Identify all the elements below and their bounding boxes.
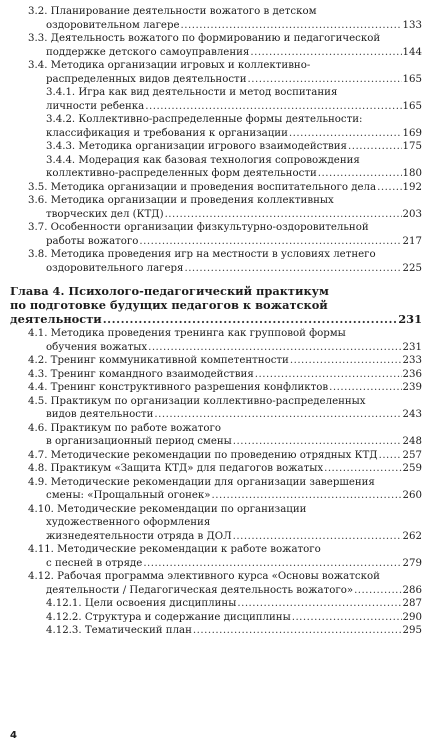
leader-dots <box>212 489 402 503</box>
toc-entry-title-line: 4.5. Практикум по организации коллективно-распределенных <box>28 395 366 407</box>
toc-entry-title-line: 4.10. Методические рекомендации по организации <box>28 503 307 515</box>
toc-entry <box>10 422 422 449</box>
toc-entry <box>10 570 422 597</box>
toc-entry-page-number: 169 <box>402 127 422 139</box>
toc-entry-title-line: жизнедеятельности отряда в ДОЛ <box>46 530 232 542</box>
leader-dots <box>377 181 401 195</box>
toc-entry-title-line: 4.2. Тренинг коммуникативной компетентности <box>28 355 289 366</box>
toc-entry-title-line: 4.6. Практикум по работе вожатого <box>28 422 221 434</box>
leader-dots <box>250 46 401 60</box>
toc-entry <box>10 113 422 140</box>
leader-dots <box>165 208 402 222</box>
toc-entry-page-number: 203 <box>402 208 422 220</box>
toc-entry <box>10 59 422 86</box>
toc-entry <box>10 503 422 544</box>
toc-entry-page-number: 257 <box>402 449 422 461</box>
toc-entry <box>10 354 422 368</box>
toc-entry-page-number: 180 <box>402 168 422 179</box>
toc-entry-title-line: 3.8. Методика проведения игр на местности в условиях летнего <box>28 249 376 260</box>
toc-entry-title-line: 3.2. Планирование деятельности вожатого в детском <box>28 6 317 17</box>
toc-entry-title-line: 3.7. Особенности организации физкультурно-оздоровительной <box>28 222 369 233</box>
toc-entry-page-number: 259 <box>402 463 422 474</box>
toc-entry-title-line: 4.7. Методические рекомендации по проведению отрядных КТД <box>28 449 378 461</box>
toc-entry-page-number: 165 <box>402 73 422 85</box>
toc-entry-page-number: 286 <box>402 584 422 596</box>
toc-entry-title-line: 4.11. Методические рекомендации к работе вожатого <box>28 544 321 555</box>
toc-entry-title-line: 3.5. Методика организации и проведения воспитательного дела <box>28 181 377 193</box>
toc-entry-title-line: 4.8. Практикум «Защита КТД» для педагогов вожатых <box>28 463 324 474</box>
toc-entry-title-line: 3.4.3. Методика организации игрового взаимодействия <box>46 141 347 152</box>
toc-entry <box>10 543 422 570</box>
toc-entry-title-line: 3.4.2. Коллективно-распределенные формы деятельности: <box>46 114 363 125</box>
toc-entry-title-line: 4.1. Методика проведения тренинга как групповой формы <box>28 328 346 339</box>
toc-entry-title-line: обучения вожатых <box>46 341 148 353</box>
toc-entry-title-line: оздоровительного лагеря <box>46 262 184 274</box>
toc-entry <box>10 624 422 638</box>
leader-dots <box>255 368 402 382</box>
toc-entry-page-number: 239 <box>402 382 422 393</box>
toc-entry-page-number: 295 <box>402 625 422 636</box>
toc-entry-page-number: 133 <box>402 19 422 31</box>
leader-dots <box>143 557 401 571</box>
leader-dots <box>324 462 401 476</box>
toc-entry <box>10 462 422 476</box>
toc-entry <box>10 368 422 382</box>
leader-dots <box>154 408 401 422</box>
leader-dots <box>181 19 402 33</box>
toc-entry-page-number: 279 <box>402 557 422 569</box>
leader-dots <box>289 127 402 141</box>
toc-entry-page-number: 243 <box>402 409 422 420</box>
toc-entry <box>10 611 422 625</box>
leader-dots <box>145 100 401 114</box>
toc-entry <box>10 5 422 32</box>
toc-entry-page-number: 165 <box>402 100 422 112</box>
toc-entry <box>10 597 422 611</box>
leader-dots <box>348 140 402 154</box>
toc-entry-page-number: 175 <box>402 141 422 152</box>
toc-entry-title-line: 4.4. Тренинг конструктивного разрешения конфликтов <box>28 382 329 393</box>
toc-section-chapter-3 <box>10 5 422 275</box>
toc-entry-title-line: работы вожатого <box>46 235 139 247</box>
toc-entry <box>10 181 422 195</box>
toc-entry <box>10 154 422 181</box>
toc-entry <box>10 395 422 422</box>
toc-entry <box>10 86 422 113</box>
chapter-title-line: деятельности <box>10 312 102 326</box>
toc-entry-page-number: 287 <box>402 598 422 609</box>
toc-entry-title-line: коллективно-распределенных форм деятельности <box>46 168 317 179</box>
chapter-title-line: по подготовке будущих педагогов к вожатской <box>10 298 328 312</box>
toc-entry-title-line: смены: «Прощальный огонек» <box>46 490 211 501</box>
leader-dots <box>139 235 401 249</box>
toc-entry-title-line: распределенных видов деятельности <box>46 73 247 85</box>
toc-entry-title-line: 4.12.3. Тематический план <box>46 625 192 636</box>
toc-entry-title-line: 4.12.1. Цели освоения дисциплины <box>46 598 237 609</box>
leader-dots <box>233 435 402 449</box>
chapter-page-number: 231 <box>398 312 422 326</box>
toc-entry <box>10 381 422 395</box>
toc-entry-title-line: личности ребенка <box>46 100 145 112</box>
toc-entry <box>10 140 422 154</box>
leader-dots <box>290 354 402 368</box>
toc-entry <box>10 194 422 221</box>
toc-entry-title-line: поддержке детского самоуправления <box>46 46 250 58</box>
toc-entry-page-number: 236 <box>402 368 422 380</box>
toc-entry-title-line: 3.6. Методика организации и проведения коллективных <box>28 195 334 206</box>
toc-entry-title-line: 3.4.4. Модерация как базовая технология сопровождения <box>46 154 360 166</box>
toc-entry-page-number: 192 <box>402 181 422 193</box>
toc-entry-title-line: 3.3. Деятельность вожатого по формированию и педагогической <box>28 33 381 44</box>
leader-dots <box>318 167 402 181</box>
toc-entry-title-line: 4.12.2. Структура и содержание дисциплины <box>46 611 291 623</box>
leader-dots <box>148 341 401 355</box>
toc-entry <box>10 449 422 463</box>
toc-entry-title-line: 4.3. Тренинг командного взаимодействия <box>28 368 254 380</box>
toc-entry-title-line: 4.12. Рабочая программа элективного курса «Основы вожатской <box>28 571 380 582</box>
toc-entry <box>10 327 422 354</box>
toc-entry-title-line: в организационный период смены <box>46 436 232 447</box>
leader-dots <box>103 312 398 326</box>
leader-dots <box>354 584 401 598</box>
toc-entry <box>10 248 422 275</box>
toc-entry-page-number: 262 <box>402 530 422 542</box>
footer-page-number: 4 <box>10 730 17 741</box>
leader-dots <box>248 73 402 87</box>
leader-dots <box>193 624 402 638</box>
toc-entry-page-number: 225 <box>402 262 422 274</box>
toc-entry-title-line: художественного оформления <box>46 517 211 528</box>
toc-entry-page-number: 233 <box>402 355 422 366</box>
toc-entry-title-line: 4.9. Методические рекомендации для организации завершения <box>28 476 375 488</box>
toc-entry <box>10 221 422 248</box>
toc-entry-title-line: деятельности / Педагогическая деятельность вожатого» <box>46 584 354 596</box>
toc-entry-page-number: 144 <box>402 46 422 58</box>
leader-dots <box>184 262 401 276</box>
toc-entry-page-number: 290 <box>402 611 422 623</box>
leader-dots <box>329 381 401 395</box>
toc-entry-page-number: 248 <box>402 436 422 447</box>
toc-entry-title-line: оздоровительном лагере <box>46 19 180 31</box>
chapter-title-line: Глава 4. Психолого-педагогический практикум <box>10 284 329 298</box>
toc-entry <box>10 32 422 59</box>
chapter-heading <box>10 284 422 326</box>
leader-dots <box>379 449 402 463</box>
toc-entry-page-number: 260 <box>402 490 422 501</box>
table-of-contents <box>10 5 422 638</box>
leader-dots <box>292 611 402 625</box>
toc-entry-title-line: видов деятельности <box>46 409 154 420</box>
toc-entry-title-line: с песней в отряде <box>46 557 143 569</box>
toc-entry-title-line: 3.4. Методика организации игровых и коллективно- <box>28 60 311 71</box>
toc-entry-title-line: 3.4.1. Игра как вид деятельности и метод воспитания <box>46 87 338 98</box>
toc-entry-title-line: творческих дел (КТД) <box>46 208 164 220</box>
toc-entry <box>10 476 422 503</box>
leader-dots <box>233 530 402 544</box>
toc-entry-page-number: 217 <box>402 235 422 247</box>
toc-section-chapter-4 <box>10 327 422 638</box>
toc-entry-title-line: классификация и требования к организации <box>46 127 288 139</box>
leader-dots <box>237 597 401 611</box>
toc-entry-page-number: 231 <box>402 341 422 353</box>
